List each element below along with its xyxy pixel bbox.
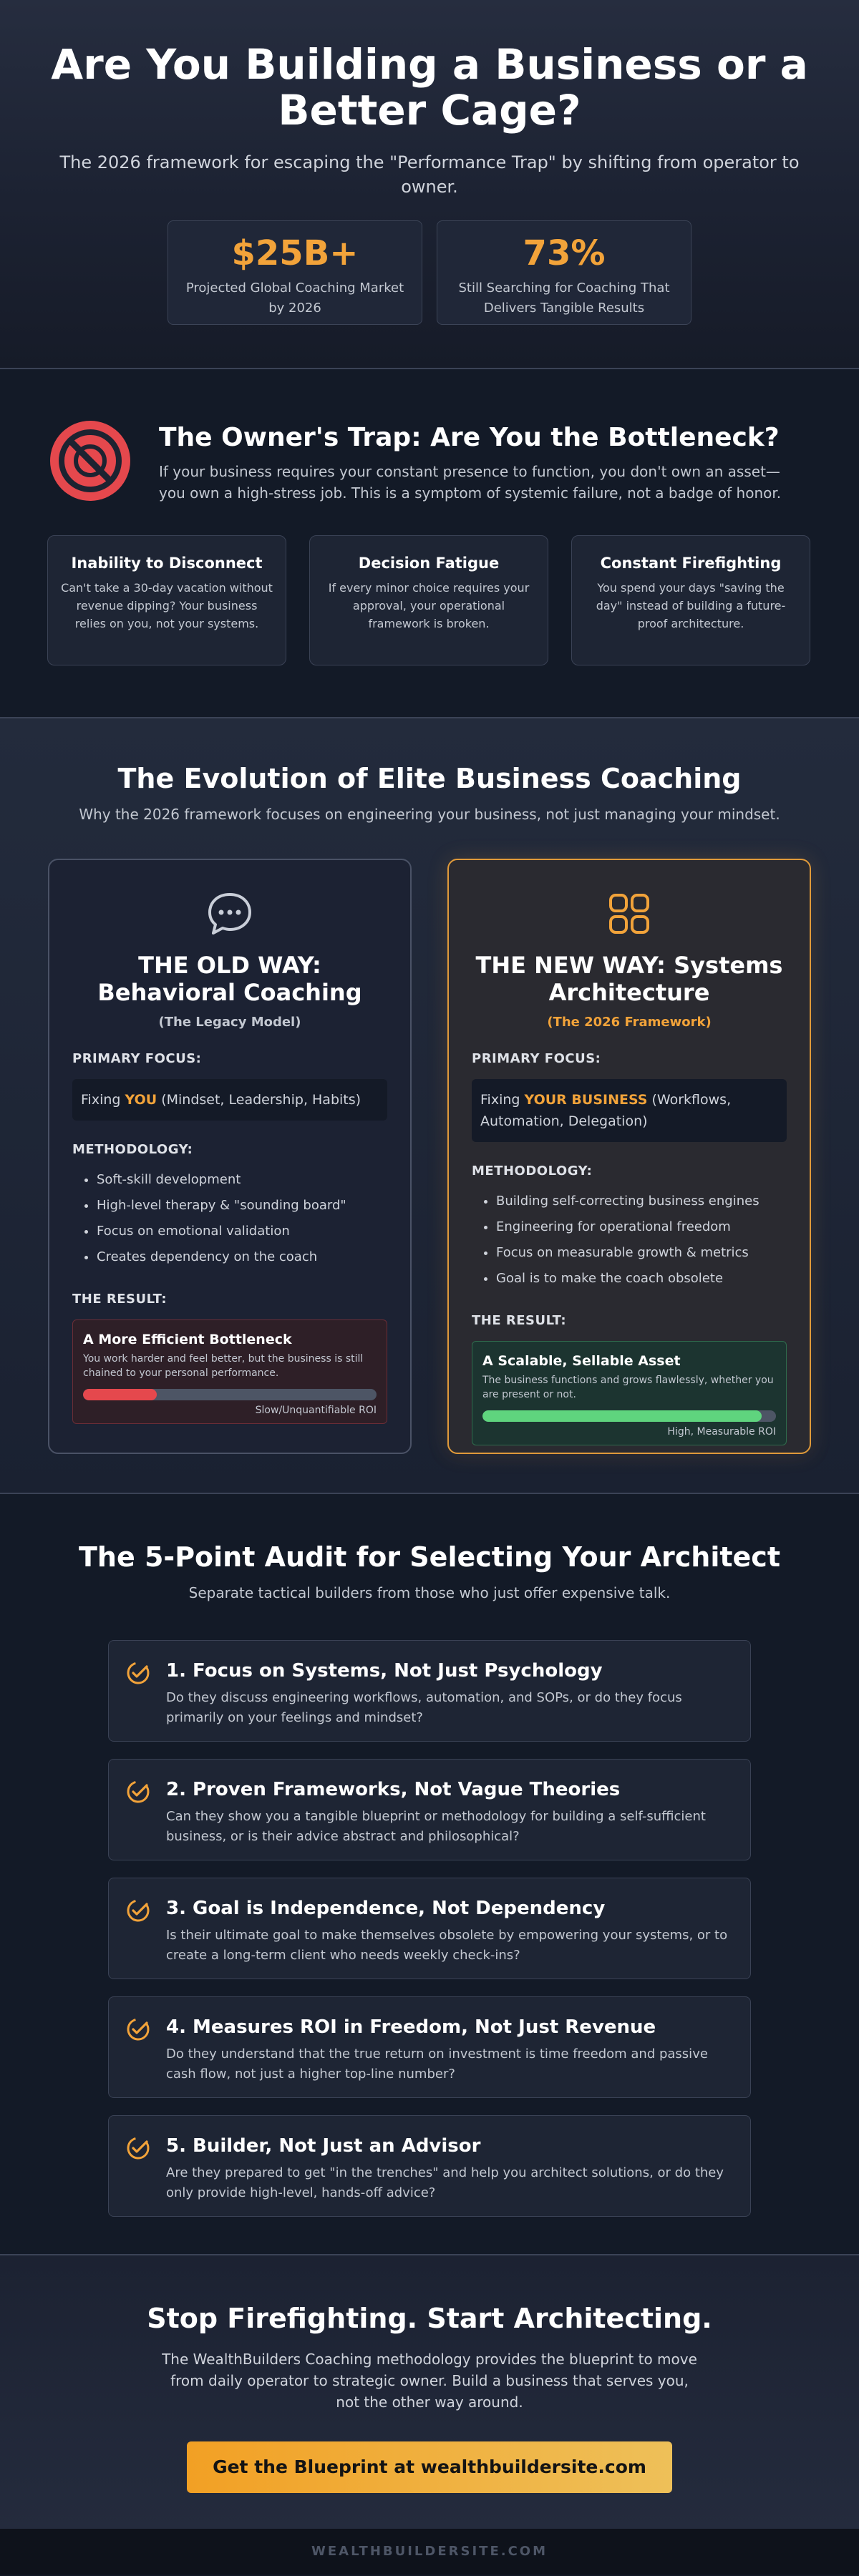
stat-value: $25B+ (231, 233, 359, 273)
primary-focus-box (72, 1079, 387, 1121)
result-box (472, 1341, 787, 1445)
new-way-title: THE NEW WAY: Systems Architecture (475, 952, 783, 1006)
focus-pre: Fixing (81, 1092, 125, 1108)
list-item: • Goal is to make the coach obsolete (496, 1266, 787, 1292)
audit-item (108, 1996, 751, 2098)
audit-item-text: Are they prepared to get "in the trenches" and help you architect solutions, or do they only provide high-level, hands-off advice? (166, 2165, 724, 2200)
pain-card-fatigue (309, 535, 548, 665)
roi-bar-label: High, Measurable ROI (667, 1426, 776, 1438)
trap-header (47, 418, 812, 504)
stat-card-market (168, 220, 422, 325)
list-item: • High-level therapy & "sounding board" (97, 1193, 387, 1219)
get-blueprint-button[interactable]: Get the Blueprint at wealthbuildersite.com (187, 2441, 672, 2493)
stat-card-searching (437, 220, 691, 325)
audit-item-text: Can they show you a tangible blueprint or methodology for building a self-sufficient business, or is their advice abstract and philosophical? (166, 1809, 706, 1844)
list-item: • Focus on measurable growth & metrics (496, 1240, 787, 1266)
result-box (72, 1319, 387, 1424)
pain-card-title: Decision Fatigue (358, 555, 500, 572)
audit-item-title: 1. Focus on Systems, Not Just Psychology (166, 1660, 603, 1682)
audit-subtitle: Separate tactical builders from those who just offer expensive talk. (188, 1584, 671, 1601)
audit-title: The 5-Point Audit for Selecting Your Architect (79, 1541, 780, 1573)
owners-trap-section (0, 369, 859, 718)
focus-pre: Fixing (480, 1092, 525, 1108)
stat-value: 73% (523, 233, 606, 273)
list-item: • Engineering for operational freedom (496, 1214, 787, 1240)
stat-label: Still Searching for Coaching That Delivers Tangible Results (458, 280, 670, 316)
list-item: • Creates dependency on the coach (97, 1244, 387, 1270)
trap-title: The Owner's Trap: Are You the Bottleneck? (159, 423, 780, 452)
old-way-tag: (The Legacy Model) (158, 1015, 301, 1030)
audit-item (108, 1640, 751, 1742)
pain-card-disconnect (47, 535, 286, 665)
old-way-card (48, 859, 412, 1454)
result-title: A Scalable, Sellable Asset (482, 1353, 681, 1369)
new-way-card (447, 859, 811, 1454)
hero-section (0, 0, 859, 369)
cta-section (0, 2255, 859, 2529)
roi-bar-label: Slow/Unquantifiable ROI (255, 1405, 377, 1416)
check-circle-icon (126, 1661, 150, 1685)
old-way-title: THE OLD WAY: Behavioral Coaching (97, 952, 362, 1006)
pain-card-firefighting (571, 535, 810, 665)
result-title: A More Efficient Bottleneck (83, 1332, 292, 1347)
evolution-section (0, 718, 859, 1494)
stats-row (0, 220, 859, 325)
audit-item-title: 5. Builder, Not Just an Advisor (166, 2135, 481, 2157)
trap-description: If your business requires your constant presence to function, you don't own an asset—you own a high-stress job. This is a symptom of systemic failure, not a badge of honor. (159, 463, 782, 502)
hero-title: Are You Building a Business or a Better Cage? (51, 40, 808, 135)
check-circle-icon (126, 2017, 150, 2041)
list-item: • Building self-correcting business engines (496, 1189, 787, 1214)
evolution-title: The Evolution of Elite Business Coaching (117, 763, 742, 794)
list-item: • Focus on emotional validation (97, 1219, 387, 1244)
pain-card-text: If every minor choice requires your approval, your operational framework is broken. (328, 581, 530, 630)
audit-item (108, 1759, 751, 1860)
roi-bar (482, 1410, 776, 1422)
focus-highlight: YOUR BUSINESS (524, 1092, 648, 1108)
audit-item (108, 2115, 751, 2217)
methodology-list (472, 1189, 787, 1292)
result-text: The business functions and grows flawlessly, whether you are present or not. (482, 1375, 774, 1400)
check-circle-icon (126, 2136, 150, 2160)
result-label: THE RESULT: (472, 1313, 567, 1328)
focus-highlight: YOU (125, 1092, 157, 1108)
audit-item-text: Do they understand that the true return on investment is time freedom and passive cash flow, not just a higher top-line number? (166, 2046, 708, 2082)
primary-focus-label: PRIMARY FOCUS: (72, 1051, 202, 1066)
evolution-subtitle: Why the 2026 framework focuses on engineering your business, not just managing your mindset. (79, 806, 780, 823)
audit-section (0, 1494, 859, 2255)
roi-bar (83, 1389, 377, 1400)
list-item: • Soft-skill development (97, 1167, 387, 1193)
pain-card-text: Can't take a 30-day vacation without revenue dipping? Your business relies on you, not your systems. (61, 581, 273, 630)
methodology-label: METHODOLOGY: (72, 1142, 193, 1157)
pain-cards (47, 535, 812, 665)
grid-icon (604, 889, 654, 939)
pain-card-title: Constant Firefighting (600, 555, 782, 572)
pain-card-title: Inability to Disconnect (71, 555, 263, 572)
primary-focus-label: PRIMARY FOCUS: (472, 1051, 601, 1066)
check-circle-icon (126, 1898, 150, 1923)
audit-item-text: Do they discuss engineering workflows, automation, and SOPs, or do they focus primarily on your feelings and mindset? (166, 1690, 682, 1725)
cta-text: The WealthBuilders Coaching methodology provides the blueprint to move from daily operator to strategic owner. Build a business that serves you, not the other way around. (162, 2351, 697, 2411)
new-way-tag: (The 2026 Framework) (547, 1015, 712, 1030)
audit-list (108, 1640, 751, 2217)
ban-icon (47, 418, 133, 504)
methodology-label: METHODOLOGY: (472, 1163, 593, 1179)
result-text: You work harder and feel better, but the business is still chained to your personal performance. (83, 1353, 364, 1379)
stat-label: Projected Global Coaching Market by 2026 (185, 280, 404, 316)
methodology-list (72, 1167, 387, 1270)
pain-card-text: You spend your days "saving the day" instead of building a future-proof architecture. (596, 581, 786, 630)
audit-item-title: 2. Proven Frameworks, Not Vague Theories (166, 1779, 621, 1800)
roi-bar-fill (83, 1389, 157, 1400)
result-label: THE RESULT: (72, 1292, 168, 1307)
focus-post: (Workflows, Automation, Delegation) (480, 1092, 732, 1129)
audit-item-title: 3. Goal is Independence, Not Dependency (166, 1898, 606, 1919)
comparison-columns (0, 859, 859, 1454)
cta-title: Stop Firefighting. Start Architecting. (147, 2303, 712, 2334)
primary-focus-box (472, 1079, 787, 1142)
chat-bubble-icon (205, 889, 255, 939)
hero-subtitle: The 2026 framework for escaping the "Performance Trap" by shifting from operator to owner. (59, 152, 800, 197)
audit-item-title: 4. Measures ROI in Freedom, Not Just Revenue (166, 2016, 656, 2038)
audit-item-text: Is their ultimate goal to make themselves obsolete by empowering your systems, or to create a long-term client who needs weekly check-ins? (166, 1928, 728, 1963)
roi-bar-fill (482, 1410, 762, 1422)
audit-item (108, 1878, 751, 1979)
focus-post: (Mindset, Leadership, Habits) (157, 1092, 361, 1108)
footer[interactable]: WEALTHBUILDERSITE.COM (0, 2529, 859, 2575)
check-circle-icon (126, 1780, 150, 1804)
